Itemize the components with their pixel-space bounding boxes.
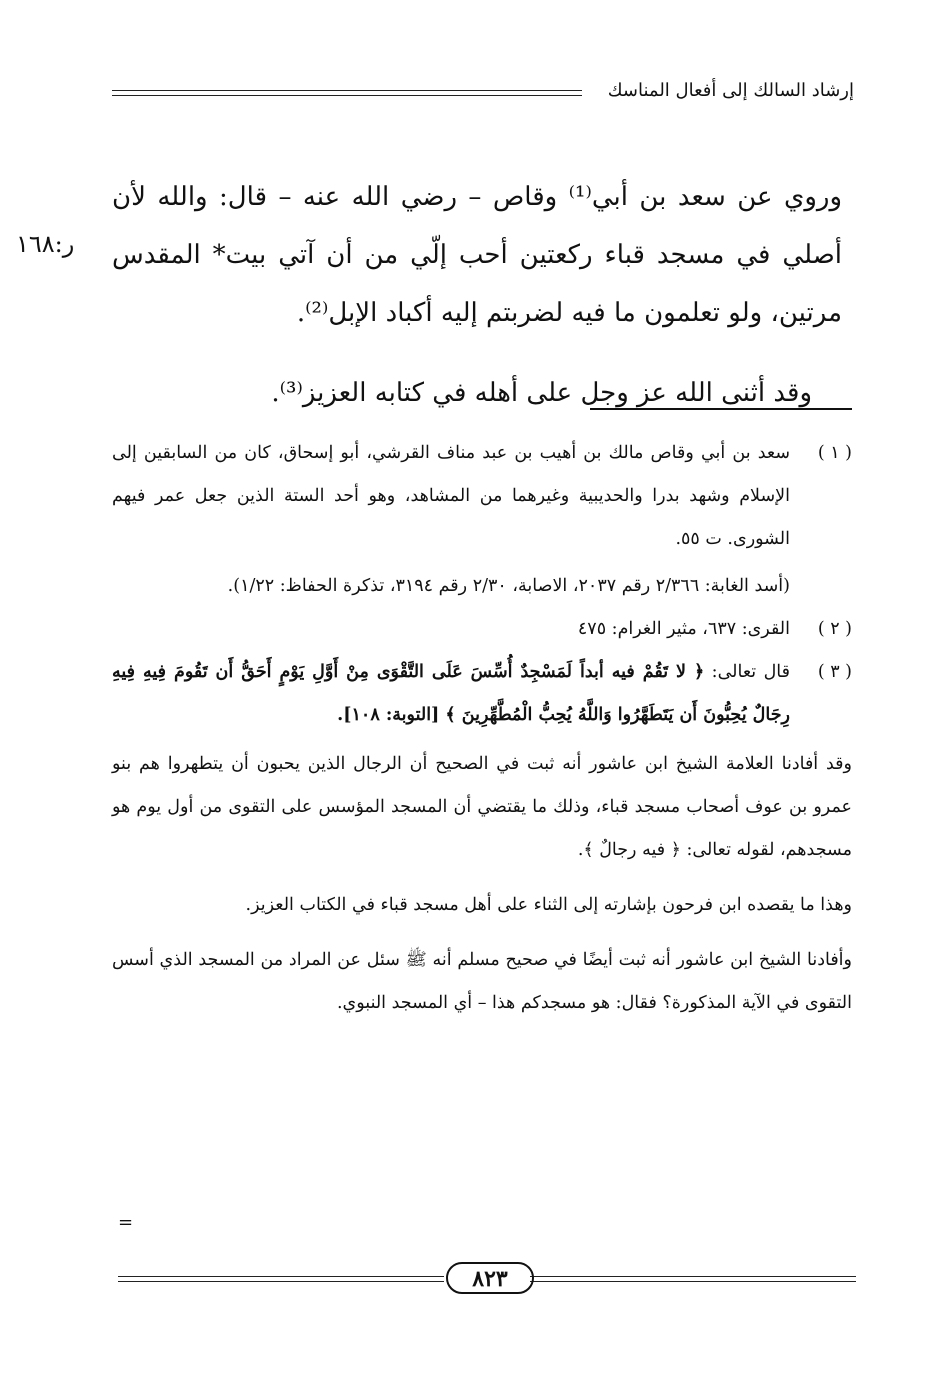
- footnote-sources: (أسد الغابة: ٢/٣٦٦ رقم ٢٠٣٧، الاصابة، ٢/٣٠ رقم ٣١٩٤، تذكرة الحفاظ: ١/٢٢).: [227, 576, 790, 596]
- footnote-number: ( ٢ ): [817, 619, 852, 639]
- main-text: [112, 168, 842, 422]
- quran-verse: ﴿ لا تَقُمْ فيه أبداً لَمَسْجِدٌ أُسِّسَ عَلَى التَّقْوَى مِنْ أَوَّلِ يَوْمٍ أَحَقُّ أَن تَقُومَ فِيهِ فِيهِ رِجَالٌ يُحِبُّونَ أَن يَتَطَهَّرُوا وَاللَّهُ يُحِبُّ الْمُطَّهِّرِينَ ﴾ [التوبة: ١٠٨].: [112, 662, 790, 725]
- footnote-note: وقد أفادنا العلامة الشيخ ابن عاشور أنه ثبت في الصحيح أن الرجال الذين يحبون أن يتطهروا هم بنو عمرو بن عوف أصحاب مسجد قباء، وذلك ما يقتضي أن المسجد المؤسس على التقوى من أول يوم هو مسجدهم، لقوله تعالى: ﴿ فيه رجالٌ ﴾.: [112, 754, 852, 860]
- running-header: [112, 80, 854, 110]
- footnote-note: وأفادنا الشيخ ابن عاشور أنه ثبت أيضًا في صحيح مسلم أنه ﷺ سئل عن المراد من المسجد الذي أسس التقوى في الآية المذكورة؟ فقال: هو مسجدكم هذا – أي المسجد النبوي.: [112, 950, 852, 1013]
- page-footer: [118, 1262, 856, 1298]
- footnote-separator: [590, 408, 852, 410]
- header-rule: [112, 95, 582, 96]
- footnote-number: ( ٣ ): [817, 662, 852, 682]
- footnote-number: ( ١ ): [817, 443, 852, 463]
- footnote-body: [112, 651, 790, 737]
- margin-reference: ر:١٦٨: [16, 230, 75, 258]
- footer-rule: [530, 1276, 856, 1277]
- footnote-text: سعد بن أبي وقاص مالك بن أهيب بن عبد مناف القرشي، أبو إسحاق، كان من السابقين إلى الإسلام وشهد بدرا والحديبية وغيرهما من المشاهد، وهو أحد الستة الذين جعل عمر فيهم الشورى. ت ٥٥.: [112, 443, 790, 549]
- main-paragraph: وروي عن سعد بن أبي⁽¹⁾ وقاص – رضي الله عنه – قال: والله لأن أصلي في مسجد قباء ركعتين أحب إلّي من أن آتي بيت* المقدس مرتين، ولو تعلمون ما فيه لضربتم إليه أكباد الإبل⁽²⁾.: [112, 182, 842, 328]
- footnotes: [112, 432, 852, 1025]
- header-rule: [112, 90, 582, 91]
- footnote-3: [112, 651, 852, 737]
- page-number: ٨٢٣: [446, 1262, 534, 1294]
- footer-rule: [530, 1281, 856, 1282]
- continuation-mark: =: [118, 1212, 134, 1233]
- footnote-intro: قال تعالى:: [711, 662, 790, 682]
- footnote-body: [112, 608, 790, 651]
- footer-rule: [118, 1281, 444, 1282]
- footnote-1: [112, 432, 852, 608]
- footnote-body: [112, 432, 790, 608]
- header-title: إرشاد السالك إلى أفعال المناسك: [607, 80, 854, 101]
- footnote-2: [112, 608, 852, 651]
- main-paragraph: وقد أثنى الله عز وجل على أهله في كتابه العزيز⁽³⁾.: [271, 378, 812, 408]
- footnote-verse-line: [112, 651, 790, 737]
- footnote-note: وهذا ما يقصده ابن فرحون بإشارته إلى الثناء على أهل مسجد قباء في الكتاب العزيز.: [245, 895, 852, 915]
- footnote-text: القرى: ٦٣٧، مثير الغرام: ٤٧٥: [577, 619, 790, 639]
- footer-rule: [118, 1276, 444, 1277]
